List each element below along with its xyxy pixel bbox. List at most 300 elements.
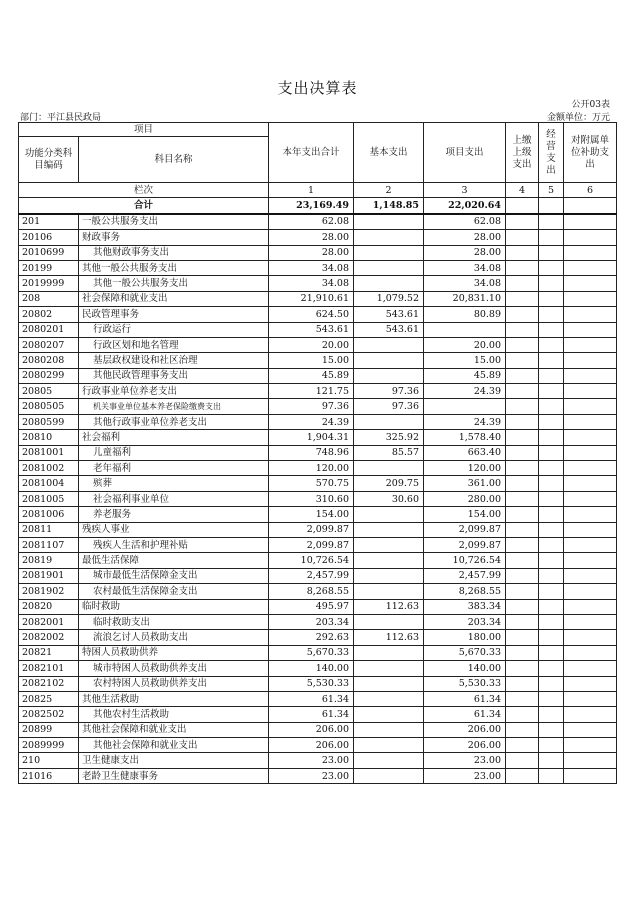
item-group-header: 项目 (19, 123, 269, 137)
empty-cell (506, 584, 539, 599)
table-row (19, 230, 617, 245)
row-total: 292.63 (269, 630, 354, 645)
row-basic: 112.63 (354, 630, 424, 645)
empty-cell (506, 430, 539, 445)
empty-cell (539, 198, 564, 214)
row-basic: 112.63 (354, 599, 424, 614)
row-project: 45.89 (424, 368, 506, 383)
empty-cell (564, 722, 617, 737)
row-name: 儿童福利 (79, 445, 269, 460)
total-row (19, 198, 617, 214)
row-code: 20820 (19, 599, 79, 614)
row-basic (354, 353, 424, 368)
row-code: 2082502 (19, 707, 79, 722)
empty-cell (506, 630, 539, 645)
row-total: 570.75 (269, 476, 354, 491)
row-code: 20825 (19, 691, 79, 706)
row-basic (354, 645, 424, 660)
row-project: 15.00 (424, 353, 506, 368)
table-row (19, 307, 617, 322)
empty-cell (539, 614, 564, 629)
unit-label: 金额单位：万元 (546, 113, 610, 123)
empty-cell (564, 353, 617, 368)
row-basic: 97.36 (354, 399, 424, 414)
row-project: 23.00 (424, 768, 506, 783)
column-index-label: 栏次 (19, 183, 269, 198)
column-index-row (19, 183, 617, 198)
empty-cell (539, 645, 564, 660)
row-name: 殡葬 (79, 476, 269, 491)
row-basic (354, 661, 424, 676)
empty-cell (539, 384, 564, 399)
empty-cell (539, 353, 564, 368)
row-name: 城市最低生活保障金支出 (79, 568, 269, 583)
row-code: 20899 (19, 722, 79, 737)
subsidy-header: 对附属单位补助支出 (564, 123, 617, 183)
table-row (19, 214, 617, 230)
row-total: 97.36 (269, 399, 354, 414)
empty-cell (539, 537, 564, 552)
empty-cell (539, 368, 564, 383)
empty-cell (564, 368, 617, 383)
row-name: 临时救助支出 (79, 614, 269, 629)
row-total: 61.34 (269, 691, 354, 706)
total-header: 本年支出合计 (269, 123, 354, 183)
empty-cell (506, 537, 539, 552)
row-name: 社会福利事业单位 (79, 491, 269, 506)
empty-cell (506, 614, 539, 629)
empty-cell (564, 245, 617, 260)
row-project: 2,099.87 (424, 537, 506, 552)
empty-cell (539, 230, 564, 245)
row-basic (354, 337, 424, 352)
row-project: 61.34 (424, 707, 506, 722)
row-total: 5,670.33 (269, 645, 354, 660)
row-project: 24.39 (424, 414, 506, 429)
row-project: 20,831.10 (424, 291, 506, 306)
row-code: 201 (19, 214, 79, 230)
table-row (19, 553, 617, 568)
table-row (19, 337, 617, 352)
row-name: 其他一般公共服务支出 (79, 276, 269, 291)
empty-cell (539, 630, 564, 645)
column-index: 1 (269, 183, 354, 198)
empty-cell (539, 430, 564, 445)
row-project: 8,268.55 (424, 584, 506, 599)
empty-cell (539, 291, 564, 306)
row-name: 农村特困人员救助供养支出 (79, 676, 269, 691)
row-project: 361.00 (424, 476, 506, 491)
row-code: 2082102 (19, 676, 79, 691)
empty-cell (539, 738, 564, 753)
row-code: 2082002 (19, 630, 79, 645)
row-total: 8,268.55 (269, 584, 354, 599)
empty-cell (564, 476, 617, 491)
table-row (19, 322, 617, 337)
row-code: 2080299 (19, 368, 79, 383)
row-code: 2080208 (19, 353, 79, 368)
row-project: 2,099.87 (424, 522, 506, 537)
empty-cell (539, 260, 564, 275)
table-row (19, 568, 617, 583)
column-index: 4 (506, 183, 539, 198)
empty-cell (539, 722, 564, 737)
row-project: 34.08 (424, 260, 506, 275)
empty-cell (539, 553, 564, 568)
row-basic: 543.61 (354, 322, 424, 337)
row-code: 2080599 (19, 414, 79, 429)
column-index: 2 (354, 183, 424, 198)
empty-cell (506, 645, 539, 660)
row-code: 2081902 (19, 584, 79, 599)
empty-cell (564, 630, 617, 645)
empty-cell (506, 507, 539, 522)
column-index: 6 (564, 183, 617, 198)
empty-cell (506, 461, 539, 476)
empty-cell (564, 537, 617, 552)
row-total: 120.00 (269, 461, 354, 476)
empty-cell (506, 599, 539, 614)
project-header: 项目支出 (424, 123, 506, 183)
row-basic (354, 738, 424, 753)
empty-cell (564, 445, 617, 460)
empty-cell (564, 291, 617, 306)
row-project: 206.00 (424, 722, 506, 737)
empty-cell (564, 645, 617, 660)
row-code: 2010699 (19, 245, 79, 260)
table-row (19, 445, 617, 460)
row-total: 28.00 (269, 245, 354, 260)
row-name: 社会保障和就业支出 (79, 291, 269, 306)
row-project: 180.00 (424, 630, 506, 645)
page-title: 支出决算表 (277, 79, 358, 97)
row-project: 62.08 (424, 214, 506, 230)
empty-cell (539, 522, 564, 537)
row-name: 行政区划和地名管理 (79, 337, 269, 352)
total-amount: 23,169.49 (269, 198, 354, 214)
row-basic (354, 614, 424, 629)
empty-cell (539, 245, 564, 260)
table-row (19, 353, 617, 368)
row-name: 行政运行 (79, 322, 269, 337)
row-name: 机关事业单位基本养老保险缴费支出 (79, 399, 269, 414)
empty-cell (564, 522, 617, 537)
row-name: 其他生活救助 (79, 691, 269, 706)
row-code: 208 (19, 291, 79, 306)
empty-cell (564, 322, 617, 337)
row-total: 5,530.33 (269, 676, 354, 691)
row-name: 财政事务 (79, 230, 269, 245)
row-total: 62.08 (269, 214, 354, 230)
row-project: 23.00 (424, 753, 506, 768)
row-code: 2080505 (19, 399, 79, 414)
row-basic: 543.61 (354, 307, 424, 322)
row-name: 残疾人生活和护理补贴 (79, 537, 269, 552)
empty-cell (564, 414, 617, 429)
row-total: 2,099.87 (269, 537, 354, 552)
row-basic (354, 260, 424, 275)
row-code: 2081006 (19, 507, 79, 522)
empty-cell (564, 768, 617, 783)
row-project: 28.00 (424, 230, 506, 245)
empty-cell (506, 307, 539, 322)
row-basic: 97.36 (354, 384, 424, 399)
empty-cell (564, 568, 617, 583)
row-project: 61.34 (424, 691, 506, 706)
row-project: 383.34 (424, 599, 506, 614)
row-project: 206.00 (424, 738, 506, 753)
row-total: 45.89 (269, 368, 354, 383)
row-name: 民政管理事务 (79, 307, 269, 322)
row-code: 20810 (19, 430, 79, 445)
row-name: 其他农村生活救助 (79, 707, 269, 722)
row-basic: 85.57 (354, 445, 424, 460)
row-code: 2081002 (19, 461, 79, 476)
empty-cell (539, 768, 564, 783)
table-row (19, 522, 617, 537)
empty-cell (564, 738, 617, 753)
row-name: 其他财政事务支出 (79, 245, 269, 260)
row-total: 2,099.87 (269, 522, 354, 537)
empty-cell (539, 753, 564, 768)
empty-cell (506, 214, 539, 230)
row-project: 20.00 (424, 337, 506, 352)
row-code: 2081005 (19, 491, 79, 506)
row-total: 2,457.99 (269, 568, 354, 583)
row-total: 206.00 (269, 722, 354, 737)
table-row (19, 368, 617, 383)
row-code: 20821 (19, 645, 79, 660)
row-project: 10,726.54 (424, 553, 506, 568)
empty-cell (506, 768, 539, 783)
empty-cell (506, 353, 539, 368)
row-basic (354, 553, 424, 568)
empty-cell (564, 230, 617, 245)
upper-header: 上缴上级支出 (506, 123, 539, 183)
empty-cell (506, 722, 539, 737)
row-name: 其他社会保障和就业支出 (79, 738, 269, 753)
table-row (19, 461, 617, 476)
row-basic (354, 722, 424, 737)
table-row (19, 599, 617, 614)
empty-cell (506, 245, 539, 260)
row-basic: 325.92 (354, 430, 424, 445)
table-row (19, 430, 617, 445)
row-project: 154.00 (424, 507, 506, 522)
row-name: 残疾人事业 (79, 522, 269, 537)
department-label: 部门：平江县民政局 (20, 113, 102, 123)
row-project: 2,457.99 (424, 568, 506, 583)
empty-cell (506, 322, 539, 337)
row-code: 20199 (19, 260, 79, 275)
empty-cell (564, 276, 617, 291)
table-row (19, 414, 617, 429)
row-project: 80.89 (424, 307, 506, 322)
table-row (19, 276, 617, 291)
empty-cell (506, 260, 539, 275)
row-name: 其他行政事业单位养老支出 (79, 414, 269, 429)
empty-cell (506, 691, 539, 706)
row-project: 24.39 (424, 384, 506, 399)
row-basic (354, 214, 424, 230)
empty-cell (506, 753, 539, 768)
row-total: 23.00 (269, 753, 354, 768)
expenditure-table (18, 122, 617, 784)
row-total: 121.75 (269, 384, 354, 399)
row-basic (354, 691, 424, 706)
table-row (19, 537, 617, 552)
empty-cell (506, 738, 539, 753)
empty-cell (506, 661, 539, 676)
empty-cell (539, 307, 564, 322)
row-total: 140.00 (269, 661, 354, 676)
empty-cell (564, 491, 617, 506)
empty-cell (539, 399, 564, 414)
row-basic (354, 276, 424, 291)
empty-cell (539, 568, 564, 583)
row-basic (354, 522, 424, 537)
table-row (19, 707, 617, 722)
empty-cell (564, 676, 617, 691)
row-total: 624.50 (269, 307, 354, 322)
empty-cell (539, 276, 564, 291)
row-name: 社会福利 (79, 430, 269, 445)
empty-cell (564, 507, 617, 522)
row-total: 748.96 (269, 445, 354, 460)
row-name: 最低生活保障 (79, 553, 269, 568)
empty-cell (564, 198, 617, 214)
row-basic (354, 768, 424, 783)
row-total: 10,726.54 (269, 553, 354, 568)
row-basic: 30.60 (354, 491, 424, 506)
table-row (19, 399, 617, 414)
row-name: 流浪乞讨人员救助支出 (79, 630, 269, 645)
empty-cell (539, 491, 564, 506)
empty-cell (506, 522, 539, 537)
row-basic (354, 584, 424, 599)
row-code: 20106 (19, 230, 79, 245)
row-name: 老龄卫生健康事务 (79, 768, 269, 783)
table-row (19, 645, 617, 660)
row-total: 310.60 (269, 491, 354, 506)
row-project: 140.00 (424, 661, 506, 676)
empty-cell (506, 384, 539, 399)
table-row (19, 507, 617, 522)
empty-cell (506, 707, 539, 722)
empty-cell (506, 230, 539, 245)
row-basic (354, 230, 424, 245)
empty-cell (539, 691, 564, 706)
empty-cell (564, 707, 617, 722)
row-basic (354, 414, 424, 429)
row-total: 24.39 (269, 414, 354, 429)
row-name: 一般公共服务支出 (79, 214, 269, 230)
row-code: 20805 (19, 384, 79, 399)
empty-cell (564, 430, 617, 445)
row-basic (354, 461, 424, 476)
row-project: 120.00 (424, 461, 506, 476)
row-project (424, 399, 506, 414)
empty-cell (506, 368, 539, 383)
basic-header: 基本支出 (354, 123, 424, 183)
row-name: 城市特困人员救助供养支出 (79, 661, 269, 676)
row-name: 养老服务 (79, 507, 269, 522)
row-basic (354, 568, 424, 583)
row-total: 495.97 (269, 599, 354, 614)
empty-cell (564, 337, 617, 352)
row-project: 34.08 (424, 276, 506, 291)
empty-cell (564, 214, 617, 230)
table-row (19, 384, 617, 399)
row-code: 210 (19, 753, 79, 768)
row-project: 28.00 (424, 245, 506, 260)
row-basic (354, 676, 424, 691)
table-row (19, 614, 617, 629)
row-name: 其他一般公共服务支出 (79, 260, 269, 275)
empty-cell (564, 599, 617, 614)
empty-cell (539, 584, 564, 599)
table-row (19, 260, 617, 275)
table-row (19, 476, 617, 491)
row-code: 2089999 (19, 738, 79, 753)
empty-cell (506, 276, 539, 291)
row-project: 203.34 (424, 614, 506, 629)
code-header: 功能分类科目编码 (19, 137, 79, 183)
empty-cell (564, 584, 617, 599)
row-total: 21,910.61 (269, 291, 354, 306)
empty-cell (506, 676, 539, 691)
empty-cell (564, 307, 617, 322)
row-project (424, 322, 506, 337)
total-project: 22,020.64 (424, 198, 506, 214)
row-code: 20802 (19, 307, 79, 322)
empty-cell (539, 661, 564, 676)
row-name: 老年福利 (79, 461, 269, 476)
row-total: 23.00 (269, 768, 354, 783)
business-header: 经营支出 (539, 123, 564, 183)
empty-cell (564, 614, 617, 629)
empty-cell (539, 214, 564, 230)
row-name: 农村最低生活保障金支出 (79, 584, 269, 599)
row-total: 15.00 (269, 353, 354, 368)
table-row (19, 691, 617, 706)
row-code: 2080201 (19, 322, 79, 337)
row-code: 2082101 (19, 661, 79, 676)
table-row (19, 291, 617, 306)
table-row (19, 722, 617, 737)
row-total: 543.61 (269, 322, 354, 337)
row-code: 21016 (19, 768, 79, 783)
row-code: 2019999 (19, 276, 79, 291)
row-project: 5,670.33 (424, 645, 506, 660)
empty-cell (564, 753, 617, 768)
empty-cell (539, 461, 564, 476)
row-code: 2081001 (19, 445, 79, 460)
empty-cell (506, 399, 539, 414)
empty-cell (506, 568, 539, 583)
row-name: 基层政权建设和社区治理 (79, 353, 269, 368)
empty-cell (564, 384, 617, 399)
table-row (19, 661, 617, 676)
row-total: 206.00 (269, 738, 354, 753)
row-project: 5,530.33 (424, 676, 506, 691)
row-code: 2081901 (19, 568, 79, 583)
empty-cell (539, 414, 564, 429)
table-row (19, 676, 617, 691)
row-total: 154.00 (269, 507, 354, 522)
empty-cell (564, 461, 617, 476)
empty-cell (539, 337, 564, 352)
